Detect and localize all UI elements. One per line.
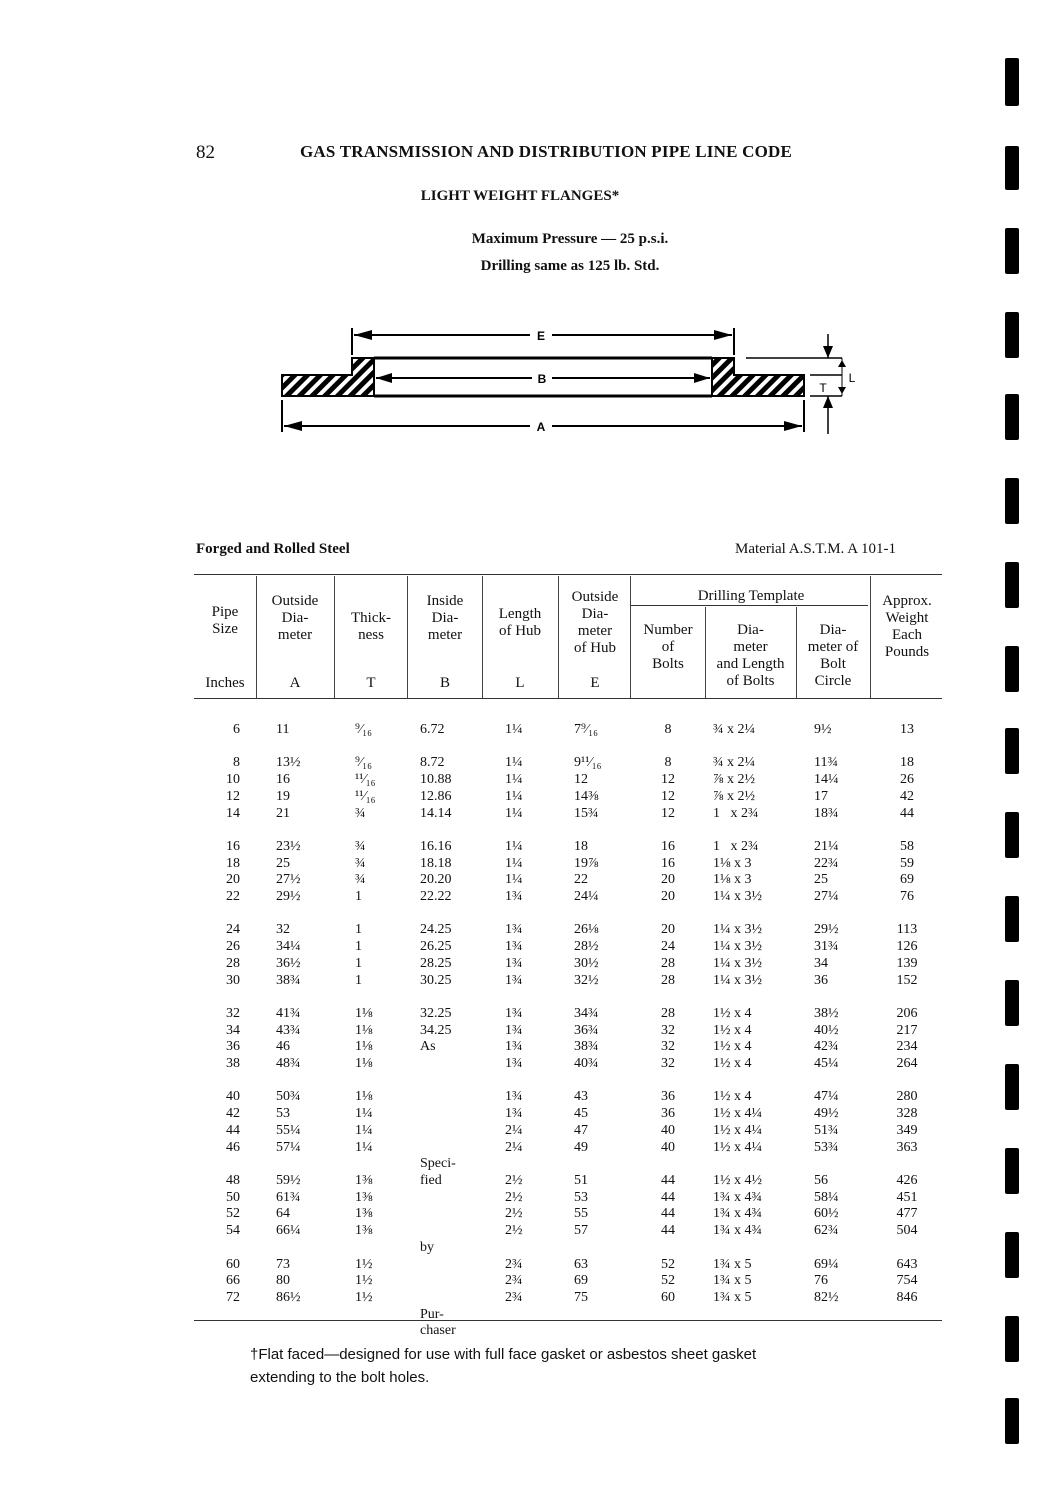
column-thickness: ⁹⁄₁₆ ⁹⁄₁₆ ¹¹⁄₁₆ ¹¹⁄₁₆ ¾ ¾ ¾ ¾ 1 1 1 1 1 1⅛ 1⅛ 1⅛ 1⅛ 1⅛ 1¼ 1¼ 1¼ 1⅜ 1⅜ 1⅜ 1⅜ 1½ 1½ 1½ bbox=[355, 722, 376, 1305]
column-rule bbox=[870, 576, 871, 698]
margin-mark bbox=[1005, 562, 1019, 608]
header-thickness-symbol: T bbox=[366, 675, 376, 691]
dimension-e bbox=[352, 328, 734, 355]
column-bolt-circle: 9½ 11¾ 14¼ 17 18¾ 21¼ 22¾ 25 27¼ 29½ 31¾ 34 36 38½ 40½ 42¾ 45¼ 47¼ 49½ 51¾ 53¾ 56 58¼ 60½ 62¾ 69¼ 76 82½ bbox=[814, 722, 839, 1305]
column-pipe-size: 6 8 10 12 14 16 18 20 22 24 26 28 30 32 34 36 38 40 42 44 46 48 50 52 54 60 66 72 bbox=[226, 722, 240, 1305]
column-rule bbox=[558, 576, 559, 698]
header-inside-diameter: Inside Dia- meter bbox=[426, 593, 464, 643]
margin-mark bbox=[1005, 146, 1019, 190]
header-hub-diameter-symbol: E bbox=[590, 675, 600, 691]
label-t: T bbox=[819, 381, 827, 395]
column-outside-diameter: 11 13½ 16 19 21 23½ 25 27½ 29½ 32 34¼ 36½ 38¾ 41¾ 43¾ 46 48¾ 50¾ 53 55¼ 57¼ 59½ 61¾ 64 66¼ 73 80 86½ bbox=[276, 722, 301, 1305]
margin-mark bbox=[1005, 228, 1019, 274]
margin-mark bbox=[1005, 1316, 1019, 1362]
column-inside-diameter: 6.72 8.72 10.88 12.86 14.14 16.16 18.18 20.20 22.22 24.25 26.25 28.25 30.25 32.25 34.25 As Speci- fied by Pur- chaser bbox=[420, 722, 456, 1339]
header-outside-diameter-symbol: A bbox=[289, 675, 301, 691]
header-pipe-size-unit: Inches bbox=[205, 675, 245, 691]
header-thickness: Thick- ness bbox=[351, 610, 391, 643]
margin-mark bbox=[1005, 1232, 1019, 1278]
header-hub-diameter: Outside Dia- meter of Hub bbox=[571, 589, 619, 656]
header-inside-diameter-symbol: B bbox=[439, 675, 450, 691]
column-rule bbox=[256, 576, 257, 698]
header-hub-length-symbol: L bbox=[515, 675, 525, 691]
label-e: E bbox=[536, 329, 546, 343]
footnote-line-1: †Flat faced—designed for use with full face gasket or asbestos sheet gasket bbox=[250, 1346, 757, 1363]
header-bolt-size: Dia- meter and Length of Bolts bbox=[716, 622, 785, 689]
table-bottom-rule bbox=[194, 1320, 942, 1321]
header-pipe-size: Pipe Size bbox=[211, 604, 239, 637]
pressure-note: Maximum Pressure — 25 p.s.i. bbox=[471, 231, 669, 247]
margin-mark bbox=[1005, 394, 1019, 440]
column-rule bbox=[630, 576, 631, 698]
column-rule bbox=[334, 576, 335, 698]
page-number: 82 bbox=[196, 142, 215, 163]
column-rule bbox=[482, 576, 483, 698]
drilling-template-rule bbox=[630, 605, 868, 606]
column-hub-length: 1¼ 1¼ 1¼ 1¼ 1¼ 1¼ 1¼ 1¼ 1¾ 1¾ 1¾ 1¾ 1¾ 1¾ 1¾ 1¾ 1¾ 1¾ 1¾ 2¼ 2¼ 2½ 2½ 2½ 2½ 2¾ 2¾ 2¾ bbox=[505, 722, 523, 1305]
table-top-rule bbox=[194, 574, 942, 575]
dimension-a bbox=[282, 400, 804, 434]
margin-mark bbox=[1005, 478, 1019, 524]
header-number-of-bolts: Number of Bolts bbox=[643, 622, 693, 672]
column-hub-diameter: 7⁹⁄₁₆ 9¹¹⁄₁₆ 12 14⅜ 15¾ 18 19⅞ 22 24¼ 26⅛ 28½ 30½ 32½ 34¾ 36¾ 38¾ 40¾ 43 45 47 49 51 53 55 57 63 69 75 bbox=[574, 722, 602, 1305]
margin-mark bbox=[1005, 1064, 1019, 1110]
margin-mark bbox=[1005, 980, 1019, 1026]
margin-mark bbox=[1005, 58, 1019, 106]
margin-mark bbox=[1005, 646, 1019, 692]
margin-mark bbox=[1005, 1148, 1019, 1194]
header-drilling-template: Drilling Template bbox=[697, 588, 805, 604]
margin-mark bbox=[1005, 812, 1019, 858]
header-hub-length: Length of Hub bbox=[498, 606, 542, 639]
margin-mark bbox=[1005, 312, 1019, 358]
flange-diagram bbox=[270, 320, 870, 440]
label-b: B bbox=[537, 372, 547, 386]
column-rule bbox=[407, 576, 408, 698]
footnote-line-2: extending to the bolt holes. bbox=[250, 1369, 430, 1386]
dimension-b bbox=[376, 372, 710, 386]
header-outside-diameter: Outside Dia- meter bbox=[271, 593, 319, 643]
margin-mark bbox=[1005, 1398, 1019, 1444]
column-weight: 13 18 26 42 44 58 59 69 76 113 126 139 152 206 217 234 264 280 328 349 363 426 451 477 504 643 754 846 bbox=[896, 722, 918, 1305]
running-head: GAS TRANSMISSION AND DISTRIBUTION PIPE LINE CODE bbox=[300, 142, 793, 161]
drilling-note: Drilling same as 125 lb. Std. bbox=[480, 258, 660, 274]
margin-mark bbox=[1005, 728, 1019, 774]
table-caption-left: Forged and Rolled Steel bbox=[196, 541, 350, 557]
header-weight: Approx. Weight Each Pounds bbox=[882, 593, 932, 660]
table-header-rule bbox=[194, 698, 942, 699]
header-bolt-circle: Dia- meter of Bolt Circle bbox=[807, 622, 859, 689]
label-a: A bbox=[536, 420, 546, 434]
column-bolt-size: ¾ x 2¼ ¾ x 2¼ ⅞ x 2½ ⅞ x 2½ 1 x 2¾ 1 x 2¾ 1⅛ x 3 1⅛ x 3 1¼ x 3½ 1¼ x 3½ 1¼ x 3½ 1¼ x 3½ 1¼ x 3½ 1½ x 4 1½ x 4 1½ x 4 1½ x 4 1½ x 4 1½ x 4¼ 1½ x 4¼ 1½ x 4¼ 1½ x 4½ 1¾ x 4¾ 1¾ x 4¾ 1¾ x 4¾ 1¾ x 5 1¾ x 5 1¾ x 5 bbox=[713, 722, 762, 1305]
column-number-of-bolts: 8 8 12 12 12 16 16 20 20 20 24 28 28 28 32 32 32 36 36 40 40 44 44 44 44 52 52 60 bbox=[661, 722, 675, 1305]
table-caption-right: Material A.S.T.M. A 101-1 bbox=[735, 541, 896, 557]
label-l: L bbox=[848, 371, 856, 385]
page-title: LIGHT WEIGHT FLANGES* bbox=[420, 188, 620, 204]
margin-mark bbox=[1005, 896, 1019, 942]
